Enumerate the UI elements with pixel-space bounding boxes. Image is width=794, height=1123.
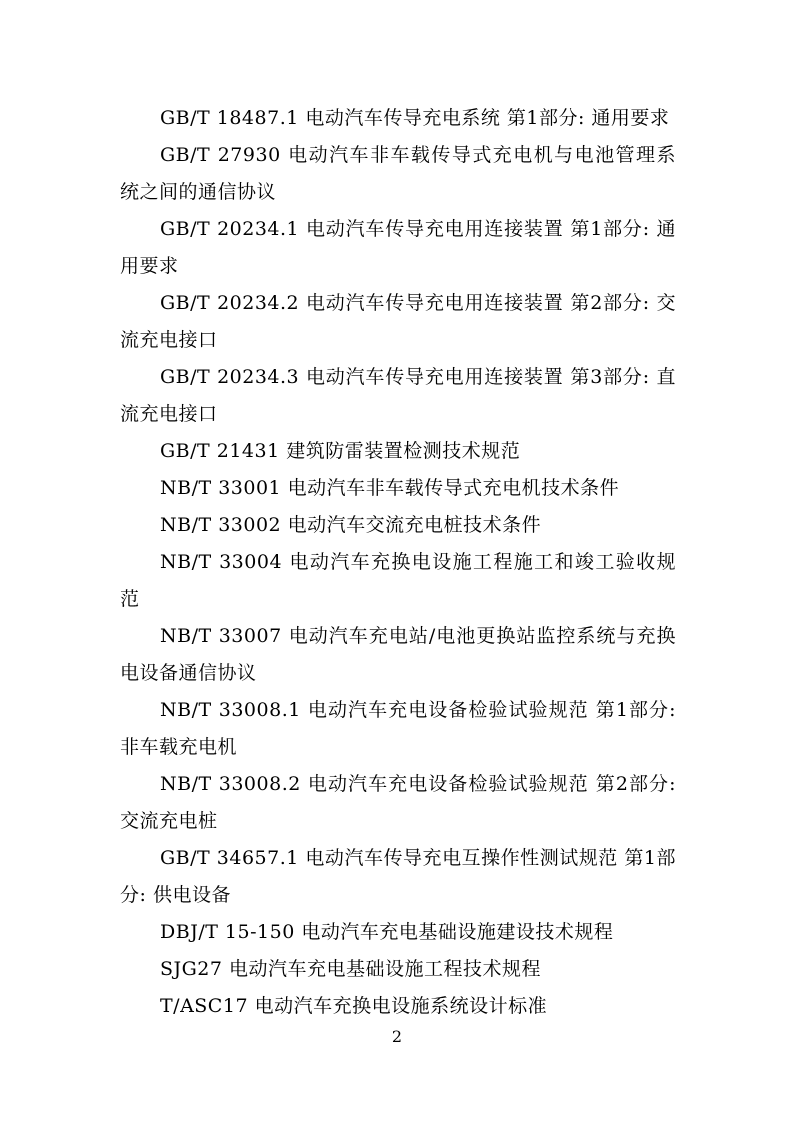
- standard-entry: NB/T 33002 电动汽车交流充电桩技术条件: [160, 514, 542, 536]
- standard-entry: T/ASC17 电动汽车充换电设施系统设计标准: [160, 995, 548, 1017]
- standard-entry: NB/T 33001 电动汽车非车载传导式充电机技术条件: [160, 477, 620, 499]
- standard-entry: SJG27 电动汽车充电基础设施工程技术规程: [160, 958, 542, 980]
- standard-entry: NB/T 33008.2 电动汽车充电设备检验试验规范 第2部分: 交流充电桩: [120, 773, 676, 832]
- standard-entry: GB/T 20234.1 电动汽车传导充电用连接装置 第1部分: 通用要求: [120, 218, 676, 277]
- page-number: 2: [391, 1027, 403, 1046]
- standard-entry: GB/T 20234.3 电动汽车传导充电用连接装置 第3部分: 直流充电接口: [120, 366, 676, 425]
- standard-entry: GB/T 18487.1 电动汽车传导充电系统 第1部分: 通用要求: [160, 107, 670, 129]
- standard-entry: DBJ/T 15-150 电动汽车充电基础设施建设技术规程: [160, 921, 614, 943]
- standard-entry: GB/T 20234.2 电动汽车传导充电用连接装置 第2部分: 交流充电接口: [120, 292, 676, 351]
- standards-list: [120, 100, 676, 1025]
- standard-entry: NB/T 33004 电动汽车充换电设施工程施工和竣工验收规范: [120, 551, 676, 610]
- standard-entry: NB/T 33007 电动汽车充电站/电池更换站监控系统与充换电设备通信协议: [120, 625, 676, 684]
- standard-entry: GB/T 27930 电动汽车非车载传导式充电机与电池管理系统之间的通信协议: [120, 144, 676, 203]
- standard-entry: GB/T 21431 建筑防雷装置检测技术规范: [160, 440, 521, 462]
- standard-entry: GB/T 34657.1 电动汽车传导充电互操作性测试规范 第1部分: 供电设备: [120, 847, 676, 906]
- standard-entry: NB/T 33008.1 电动汽车充电设备检验试验规范 第1部分: 非车载充电机: [120, 699, 676, 758]
